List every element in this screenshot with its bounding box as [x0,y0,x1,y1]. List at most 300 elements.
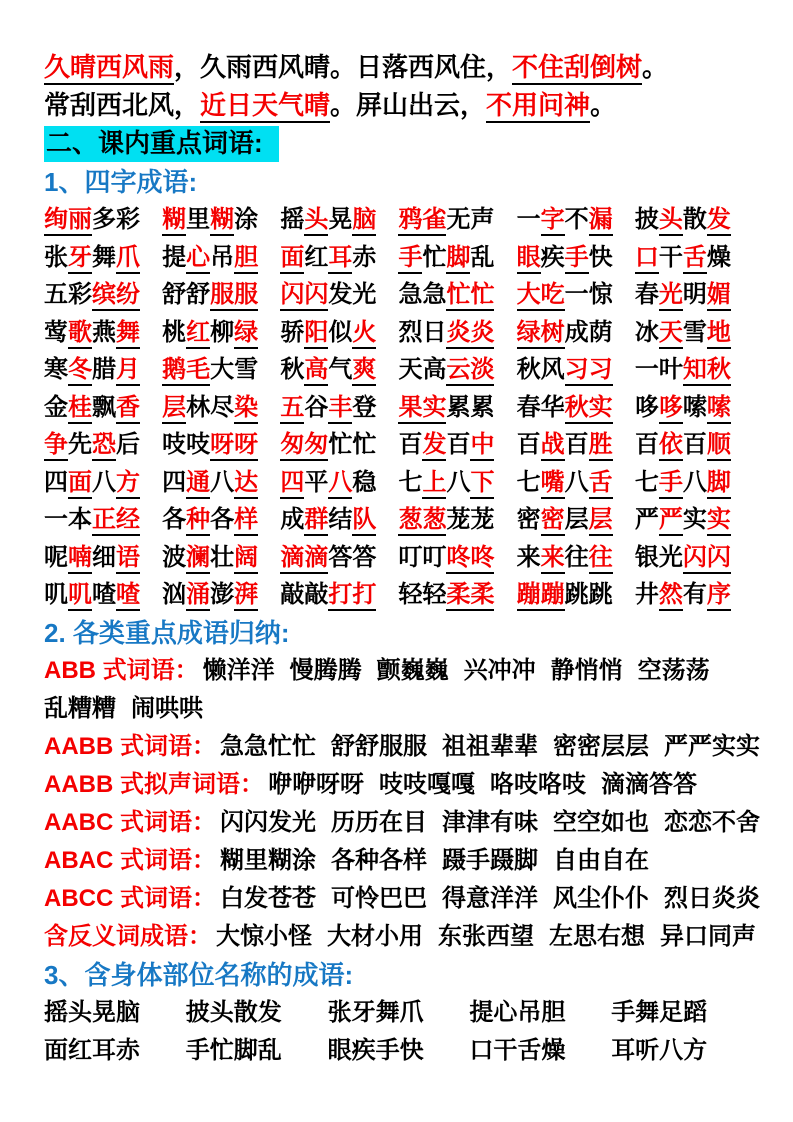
word: 急急忙忙 [220,732,316,760]
emphasized-text: 嘴 [541,469,565,499]
emphasized-text: 实 [707,506,731,536]
plain-text: 秋风 [516,356,565,383]
plain-text: 桃 [162,318,187,346]
emphasized-text: 缤纷 [92,281,140,311]
emphasized-text: 手 [565,244,589,274]
emphasized-text: 阳 [304,319,328,349]
word: 可怜巴巴 [331,884,427,912]
idiom [398,314,516,352]
idiom [162,314,280,352]
plain-text: 柳 [210,318,235,346]
word: 白发苍苍 [220,884,316,912]
plain-text: 结 [328,506,353,533]
subsection-3-title: 3、含身体部位名称的成语: [44,959,354,990]
plain-text: 稳 [352,468,377,496]
plain-text: 舒舒 [162,281,211,308]
idiom: 提心吊胆 [469,998,566,1026]
idiom: 手舞足蹈 [611,998,708,1026]
plain-text: 细 [92,543,116,571]
plain-text: 飘 [92,393,116,421]
emphasized-text: 漏 [589,206,613,236]
emphasized-text: 眼 [517,244,541,274]
emphasized-text: 顺 [707,431,731,461]
idiom: 口干舌燥 [469,1036,566,1064]
plain-text: 林尽 [186,393,235,421]
emphasized-text: 脚 [707,469,731,499]
plain-text: 成荫 [564,318,613,346]
emphasized-text: 秋实 [565,394,613,424]
idiom [398,389,516,427]
emphasized-text: 月 [116,356,140,386]
plain-text: ，久雨西风晴。日落西风住， [174,52,513,82]
word: 兴冲冲 [463,656,536,684]
emphasized-text: 光 [659,281,683,311]
plain-text: 后 [116,431,140,458]
emphasized-text: 上 [422,469,446,499]
plain-text: 谷 [304,393,329,421]
emphasized-text: 队 [352,506,376,536]
emphasized-text: 阔 [234,544,258,574]
plain-text: 多彩 [92,206,140,233]
idiom [517,201,635,239]
idiom: 张牙舞爪 [327,998,424,1026]
plain-text: 忙忙 [328,431,377,458]
word: 左思右想 [549,922,645,950]
plain-text: 骄 [280,318,305,346]
plain-text: 各 [210,506,235,533]
emphasized-text: 心 [186,244,210,274]
plain-text: 燥 [706,243,731,271]
plain-text: 严 [634,506,659,533]
word: 乱糟糟 [44,694,116,722]
emphasized-text: 然 [659,581,683,611]
word: 得意洋洋 [442,884,538,912]
category-label: ABAC 式词语： [44,846,216,874]
subsection-2-title: 2. 各类重点成语归纳: [44,617,290,648]
idiom [44,239,162,277]
plain-text: 乱 [470,243,495,271]
plain-text: 大雪 [210,356,259,383]
idiom [398,501,516,539]
word: 舒舒服服 [331,732,427,760]
plain-text: 实 [682,506,707,533]
idiom: 面红耳赤 [44,1036,140,1064]
category-label: AABC 式词语： [44,808,216,836]
emphasized-text: 湃 [234,581,258,611]
emphasized-text: 染 [234,394,258,424]
emphasized-text: 不用问神 [486,90,590,123]
emphasized-text: 序 [707,581,731,611]
emphasized-text: 往 [589,544,613,574]
emphasized-text: 脑 [352,206,376,236]
idiom [517,576,635,614]
emphasized-text: 绿树 [517,319,565,349]
emphasized-text: 澜 [186,544,210,574]
plain-text: 来 [516,543,541,571]
plain-text: 密 [516,506,541,533]
plain-text: 冰 [634,318,659,346]
plain-text: 常刮西北风， [44,90,201,120]
plain-text: 烈日 [398,318,447,346]
plain-text: 五彩 [44,281,92,308]
plain-text: 八 [564,468,589,496]
emphasized-text: 柔柔 [446,581,494,611]
plain-text: 金 [44,393,68,421]
plain-text: 赤 [352,243,377,271]
plain-text: 腊 [92,356,116,383]
emphasized-text: 红 [186,319,210,349]
plain-text: 气 [328,356,353,383]
emphasized-text: 火 [352,319,376,349]
emphasized-text: 闪闪 [280,281,328,311]
plain-text: 寒 [44,356,68,383]
idiom [635,239,753,277]
plain-text: 往 [564,543,589,571]
idiom-grid [44,201,753,614]
idiom [162,351,280,389]
emphasized-text: 爪 [116,244,140,274]
category-label: 含反义词成语： [44,922,212,950]
word: 风尘仆仆 [553,884,649,912]
idiom [44,389,162,427]
emphasized-text: 正经 [92,506,140,536]
plain-text: 发光 [328,281,377,308]
word: 糊里糊涂 [220,846,316,874]
emphasized-text: 舞 [116,319,140,349]
emphasized-text: 丰 [328,394,352,424]
idiom: 手忙脚乱 [185,1036,282,1064]
idiom [398,239,516,277]
highlighted-section-heading: 二、课内重点词语: [44,126,279,162]
plain-text: 四 [44,468,68,496]
category-line [44,842,753,880]
emphasized-text: 头 [304,206,328,236]
idiom [635,539,753,577]
idiom [517,464,635,502]
emphasized-text: 战 [541,431,565,461]
emphasized-text: 涌 [186,581,210,611]
plain-text: 百 [398,431,423,458]
idiom [44,201,162,239]
plain-text: 疾 [540,243,565,271]
plain-text: 嗦 [682,393,707,421]
emphasized-text: 桂 [68,394,92,424]
idiom: 披头散发 [185,998,282,1026]
idiom [44,539,162,577]
idiom [398,351,516,389]
emphasized-text: 呀呀 [210,431,258,461]
emphasized-text: 胜 [589,431,613,461]
plain-text: 平 [304,468,329,496]
emphasized-text: 脚 [446,244,470,274]
word: 蹑手蹑脚 [442,846,538,874]
emphasized-text: 打打 [328,581,376,611]
emphasized-text: 手 [659,469,683,499]
plain-text: 叮叮 [398,543,447,571]
emphasized-text: 下 [470,469,494,499]
idiom [635,389,753,427]
category-lines-block [44,652,760,956]
plain-text: 井 [634,581,659,608]
emphasized-text: 争 [44,431,68,461]
idiom [635,426,753,464]
emphasized-text: 绚丽 [44,206,92,236]
plain-text: 波 [162,543,187,571]
idiom [517,426,635,464]
idiom [398,276,516,314]
emphasized-text: 糊 [162,206,186,236]
idiom [280,576,398,614]
idiom [280,276,398,314]
plain-text: 层 [564,506,589,533]
emphasized-text: 媚 [707,281,731,311]
plain-text: 先 [68,431,92,458]
idiom [162,239,280,277]
emphasized-text: 口 [635,244,659,274]
plain-text: 吱吱 [162,431,211,458]
emphasized-text: 样 [234,506,258,536]
emphasized-text: 匆匆 [280,431,328,461]
word: 历历在目 [331,808,427,836]
idiom [162,426,280,464]
emphasized-text: 忙忙 [446,281,494,311]
emphasized-text: 舌 [589,469,613,499]
plain-text: 八 [210,468,235,496]
emphasized-text: 中 [470,431,494,461]
word: 懒洋洋 [202,656,275,684]
plain-text: 七 [634,468,659,496]
plain-text: 晃 [328,206,353,233]
idiom [280,239,398,277]
emphasized-text: 层 [162,394,186,424]
emphasized-text: 闪闪 [683,544,731,574]
idiom [517,239,635,277]
plain-text: 。 [642,52,669,82]
plain-text: 呢 [44,543,68,571]
category-line [44,766,753,804]
plain-text: 一叶 [634,356,683,383]
idiom [280,426,398,464]
emphasized-text: 叽 [68,581,92,611]
idiom: 耳听八方 [611,1036,708,1064]
plain-text: 无声 [446,206,495,233]
idiom [635,351,753,389]
plain-text: 百 [446,431,471,458]
idiom [635,464,753,502]
idiom [635,314,753,352]
plain-text: 急急 [398,281,447,308]
word: 津津有味 [442,808,538,836]
word: 咿咿呀呀 [268,770,364,798]
emphasized-text: 达 [234,469,258,499]
plain-text: 答答 [328,543,377,571]
idiom [280,314,398,352]
category-label: AABB 式词语： [44,732,216,760]
plain-text: 四 [162,468,187,496]
word: 吱吱嘎嘎 [379,770,475,798]
category-line [44,880,760,918]
word: 空荡荡 [637,656,710,684]
emphasized-text: 果实 [398,394,446,424]
idiom [162,464,280,502]
category-line [44,918,756,956]
emphasized-text: 八 [328,469,352,499]
subsection-1-title: 1、四字成语: [44,167,198,197]
emphasized-text: 鸦雀 [398,206,446,236]
emphasized-text: 香 [116,394,140,424]
plain-text: 一本 [44,506,92,533]
idiom [517,351,635,389]
emphasized-text: 层 [589,506,613,536]
idiom [44,426,162,464]
idiom [280,501,398,539]
idiom [280,351,398,389]
plain-text: 似 [328,318,353,346]
word: 咯吱咯吱 [490,770,586,798]
idiom [517,389,635,427]
plain-text: 八 [446,468,471,496]
emphasized-text: 久晴西风雨 [44,52,174,85]
emphasized-text: 冬 [68,356,92,386]
plain-text: 百 [682,431,707,458]
emphasized-text: 绿 [234,319,258,349]
emphasized-text: 糊 [210,206,234,236]
plain-text: 壮 [210,543,235,571]
word: 烈日炎炎 [664,884,760,912]
idiom [635,501,753,539]
idiom [162,201,280,239]
emphasized-text: 密 [541,506,565,536]
category-label: ABCC 式词语： [44,884,216,912]
emphasized-text: 面 [280,244,304,274]
emphasized-text: 依 [659,431,683,461]
category-label: AABB 式拟声词语： [44,770,264,798]
emphasized-text: 不住刮倒树 [512,52,642,85]
idiom [44,501,162,539]
plain-text: 干 [658,243,683,271]
plain-text: 银光 [634,543,683,571]
word: 密密层层 [553,732,649,760]
plain-text: 摇 [280,206,305,233]
emphasized-text: 哆 [659,394,683,424]
plain-text: 春华 [516,393,565,421]
plain-text: 提 [162,243,187,271]
emphasized-text: 方 [116,469,140,499]
idiom [44,576,162,614]
idiom [635,276,753,314]
plain-text: 百 [516,431,541,458]
plain-text: 八 [92,468,116,496]
plain-text: 里 [186,206,211,233]
plain-text: 七 [516,468,541,496]
word: 各种各样 [331,846,427,874]
category-label: ABB 式词语： [44,656,199,684]
idiom [398,426,516,464]
word: 闹哄哄 [131,694,203,722]
plain-text: 张 [44,243,68,271]
emphasized-text: 面 [68,469,92,499]
word: 滴滴答答 [601,770,697,798]
word: 静悄悄 [550,656,623,684]
category-line [44,652,753,690]
plain-text: 有 [682,581,707,608]
word: 自由自在 [553,846,649,874]
plain-text: 秋 [280,356,305,383]
idiom [398,201,516,239]
emphasized-text: 五 [280,394,304,424]
emphasized-text: 滴滴 [280,544,328,574]
emphasized-text: 四 [280,469,304,499]
idiom [635,576,753,614]
plain-text: 忙 [422,243,447,271]
plain-text: 莺 [44,318,68,346]
emphasized-text: 喳 [116,581,140,611]
body-part-idiom-grid [44,994,753,1070]
emphasized-text: 习习 [565,356,613,386]
emphasized-text: 字 [541,206,565,236]
idiom: 摇头晃脑 [44,998,140,1026]
idiom [280,201,398,239]
plain-text: 一 [516,206,541,233]
plain-text: 。 [590,90,617,120]
word: 空空如也 [553,808,649,836]
weather-proverbs-block [44,48,753,124]
idiom [280,464,398,502]
plain-text: 百 [634,431,659,458]
word: 恋恋不舍 [664,808,760,836]
emphasized-text: 耳 [328,244,352,274]
idiom [635,201,753,239]
idiom [44,351,162,389]
plain-text: 八 [682,468,707,496]
idiom [44,276,162,314]
emphasized-text: 通 [186,469,210,499]
idiom [398,464,516,502]
plain-text: 跳跳 [564,581,613,608]
emphasized-text: 知秋 [683,356,731,386]
section-2-heading-row [44,126,753,163]
plain-text: 披 [634,206,659,233]
emphasized-text: 发 [707,206,731,236]
plain-text: 百 [564,431,589,458]
idiom [398,539,516,577]
plain-text: 敲敲 [280,581,329,608]
emphasized-text: 云淡 [446,356,494,386]
emphasized-text: 近日天气晴 [200,90,330,123]
plain-text: 快 [588,243,613,271]
emphasized-text: 鹅毛 [162,356,210,386]
word: 大惊小怪 [216,922,312,950]
proverb-line [44,48,753,86]
emphasized-text: 种 [186,506,210,536]
plain-text: 登 [352,393,377,421]
emphasized-text: 发 [422,431,446,461]
plain-text: 红 [304,243,329,271]
emphasized-text: 严 [659,506,683,536]
category-line [44,690,753,728]
plain-text: 不 [564,206,589,233]
idiom [280,539,398,577]
plain-text: 舞 [92,243,116,271]
idiom [162,576,280,614]
word: 慢腾腾 [289,656,362,684]
proverb-line [44,86,753,124]
plain-text: 喳 [92,581,116,608]
plain-text: 轻轻 [398,581,447,608]
emphasized-text: 蹦蹦 [517,581,565,611]
idiom [162,276,280,314]
emphasized-text: 恐 [92,431,116,461]
